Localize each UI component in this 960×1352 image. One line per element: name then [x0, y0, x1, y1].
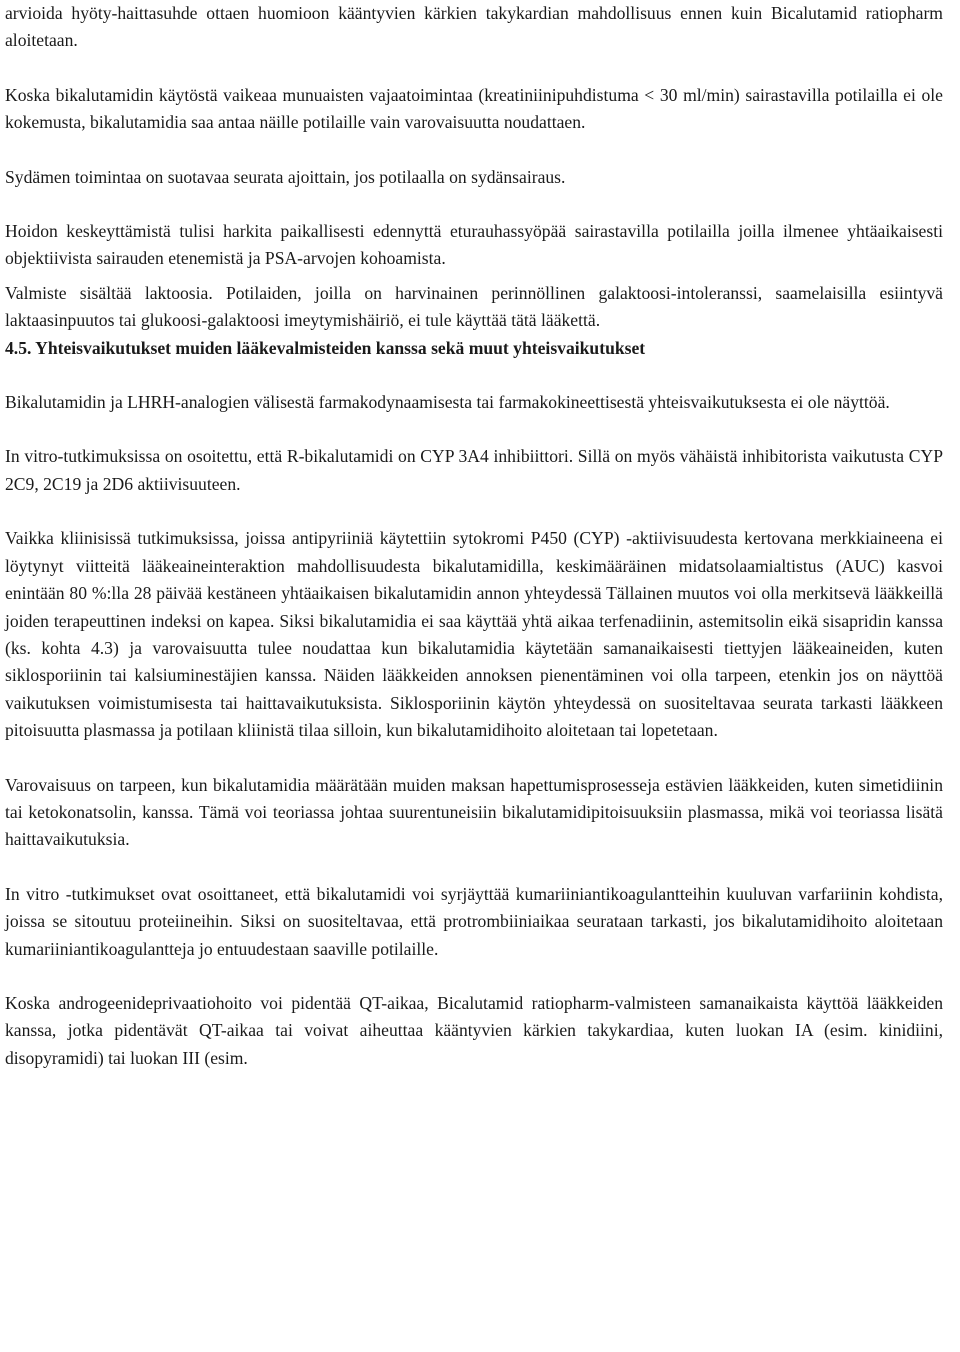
paragraph-midazolam-study: Vaikka kliinisissä tutkimuksissa, joissa antipyriiniä käytettiin sytokromi P450 (CYP) -aktiivisuudesta kertovana merkkiaineena ei löytynyt viitteitä lääkeaineinteraktion mahdollisuudesta bikalutamidilla, keskimääräinen midatsolaamialtistus (AUC) kasvoi enintään 80 %:lla 28 päivää kestäneen yhtäaikaisen bikalutamidin annon yhteydessä Tällainen muutos voi olla merkitsevä lääkkeillä joiden terapeuttinen indeksi on kapea. Siksi bikalutamidia ei saa käyttää yhtä aikaa terfenadiinin, astemitsolin eikä sisapridin kanssa (ks. kohta 4.3) ja varovaisuutta tulee noudattaa kun bikalutamidia käytetään samanaikaisesti tiettyjen lääkeaineiden, kuten siklosporiinin tai kalsiuminestäjien kanssa. Näiden lääkkeiden annoksen pienentäminen voi olla tarpeen, etenkin jos on näyttöä vaikutuksen voimistumisesta tai haittavaikutuksista. Siklosporiinin käytön yhteydessä on suositeltavaa seurata tarkasti lääkkeen pitoisuutta plasmassa ja potilaan kliinistä tilaa silloin, kun bikalutamidihoito aloitetaan tai lopetetaan.	[5, 528, 943, 741]
paragraph-renal-impairment: Koska bikalutamidin käytöstä vaikeaa munuaisten vajaatoimintaa (kreatiniinipuhdistuma < 30 ml/min) sairastavilla potilailla ei ole kokemusta, bikalutamidia saa antaa näille potilaille vain varovaisuutta noudattaen.	[5, 84, 943, 133]
paragraph-cardiac-monitoring: Sydämen toimintaa on suotavaa seurata ajoittain, jos potilaalla on sydänsairaus.	[5, 166, 566, 187]
paragraph-lhrh-analogues: Bikalutamidin ja LHRH-analogien välisestä farmakodynaamisesta tai farmakokineettisestä yhteisvaikutuksesta ei ole näyttöä.	[5, 392, 890, 413]
section-heading-interactions: 4.5. Yhteisvaikutukset muiden lääkevalmisteiden kanssa sekä muut yhteisvaikutukset	[5, 337, 646, 358]
paragraph-lactose-warning: Valmiste sisältää laktoosia. Potilaiden, joilla on harvinainen perinnöllinen galaktoosi-intoleranssi, saamelaisilla esiintyvä laktaasinpuutos tai glukoosi-galaktoosi imeytymishäiriö, ei tule käyttää tätä lääkettä.	[5, 282, 943, 331]
paragraph-treatment-discontinuation: Hoidon keskeyttämistä tulisi harkita paikallisesti edennyttä eturauhassyöpää sairastavilla potilailla joilla ilmenee yhtäaikaisesti objektiivista sairauden etenemistä ja PSA-arvojen kohoamista.	[5, 221, 943, 269]
paragraph-qt-risk-continuation: arvioida hyöty-haittasuhde ottaen huomioon kääntyvien kärkien takykardian mahdollisuus ennen kuin Bicalutamid ratiopharm aloitetaan.	[5, 3, 943, 51]
paragraph-warfarin-displacement: In vitro -tutkimukset ovat osoittaneet, että bikalutamidi voi syrjäyttää kumariiniantikoagulantteihin kuuluvan varfariinin kohdista, joissa se sitoutuu proteiineihin. Siksi on suositeltavaa, että protrombiiniaikaa seurataan tarkasti, jos bikalutamidihoito aloitetaan kumariiniantikoagulantteja jo entuudestaan saaville potilaille.	[5, 883, 943, 959]
document-page	[5, 0, 943, 1072]
paragraph-qt-prolongation: Koska androgeenideprivaatiohoito voi pidentää QT-aikaa, Bicalutamid ratiopharm-valmisteen samanaikaista käyttöä lääkkeiden kanssa, jotka pidentävät QT-aikaa tai voivat aiheuttaa kääntyvien kärkien takykardiaa, kuten luokan IA (esim. kinidiini, disopyramidi) tai luokan III (esim.	[5, 992, 943, 1068]
paragraph-cyp-inhibition: In vitro-tutkimuksissa on osoitettu, että R-bikalutamidi on CYP 3A4 inhibiittori. Sillä on myös vähäistä inhibitorista vaikutusta CYP 2C9, 2C19 ja 2D6 aktiivisuuteen.	[5, 446, 943, 494]
paragraph-liver-oxidation-inhibitors: Varovaisuus on tarpeen, kun bikalutamidia määrätään muiden maksan hapettumisprosesseja estävien lääkkeiden, kuten simetidiinin tai ketokonatsolin, kanssa. Tämä voi teoriassa johtaa suurentuneisiin bikalutamidipitoisuuksiin plasmassa, mikä voi teoriassa lisätä haittavaikutuksia.	[5, 774, 943, 850]
